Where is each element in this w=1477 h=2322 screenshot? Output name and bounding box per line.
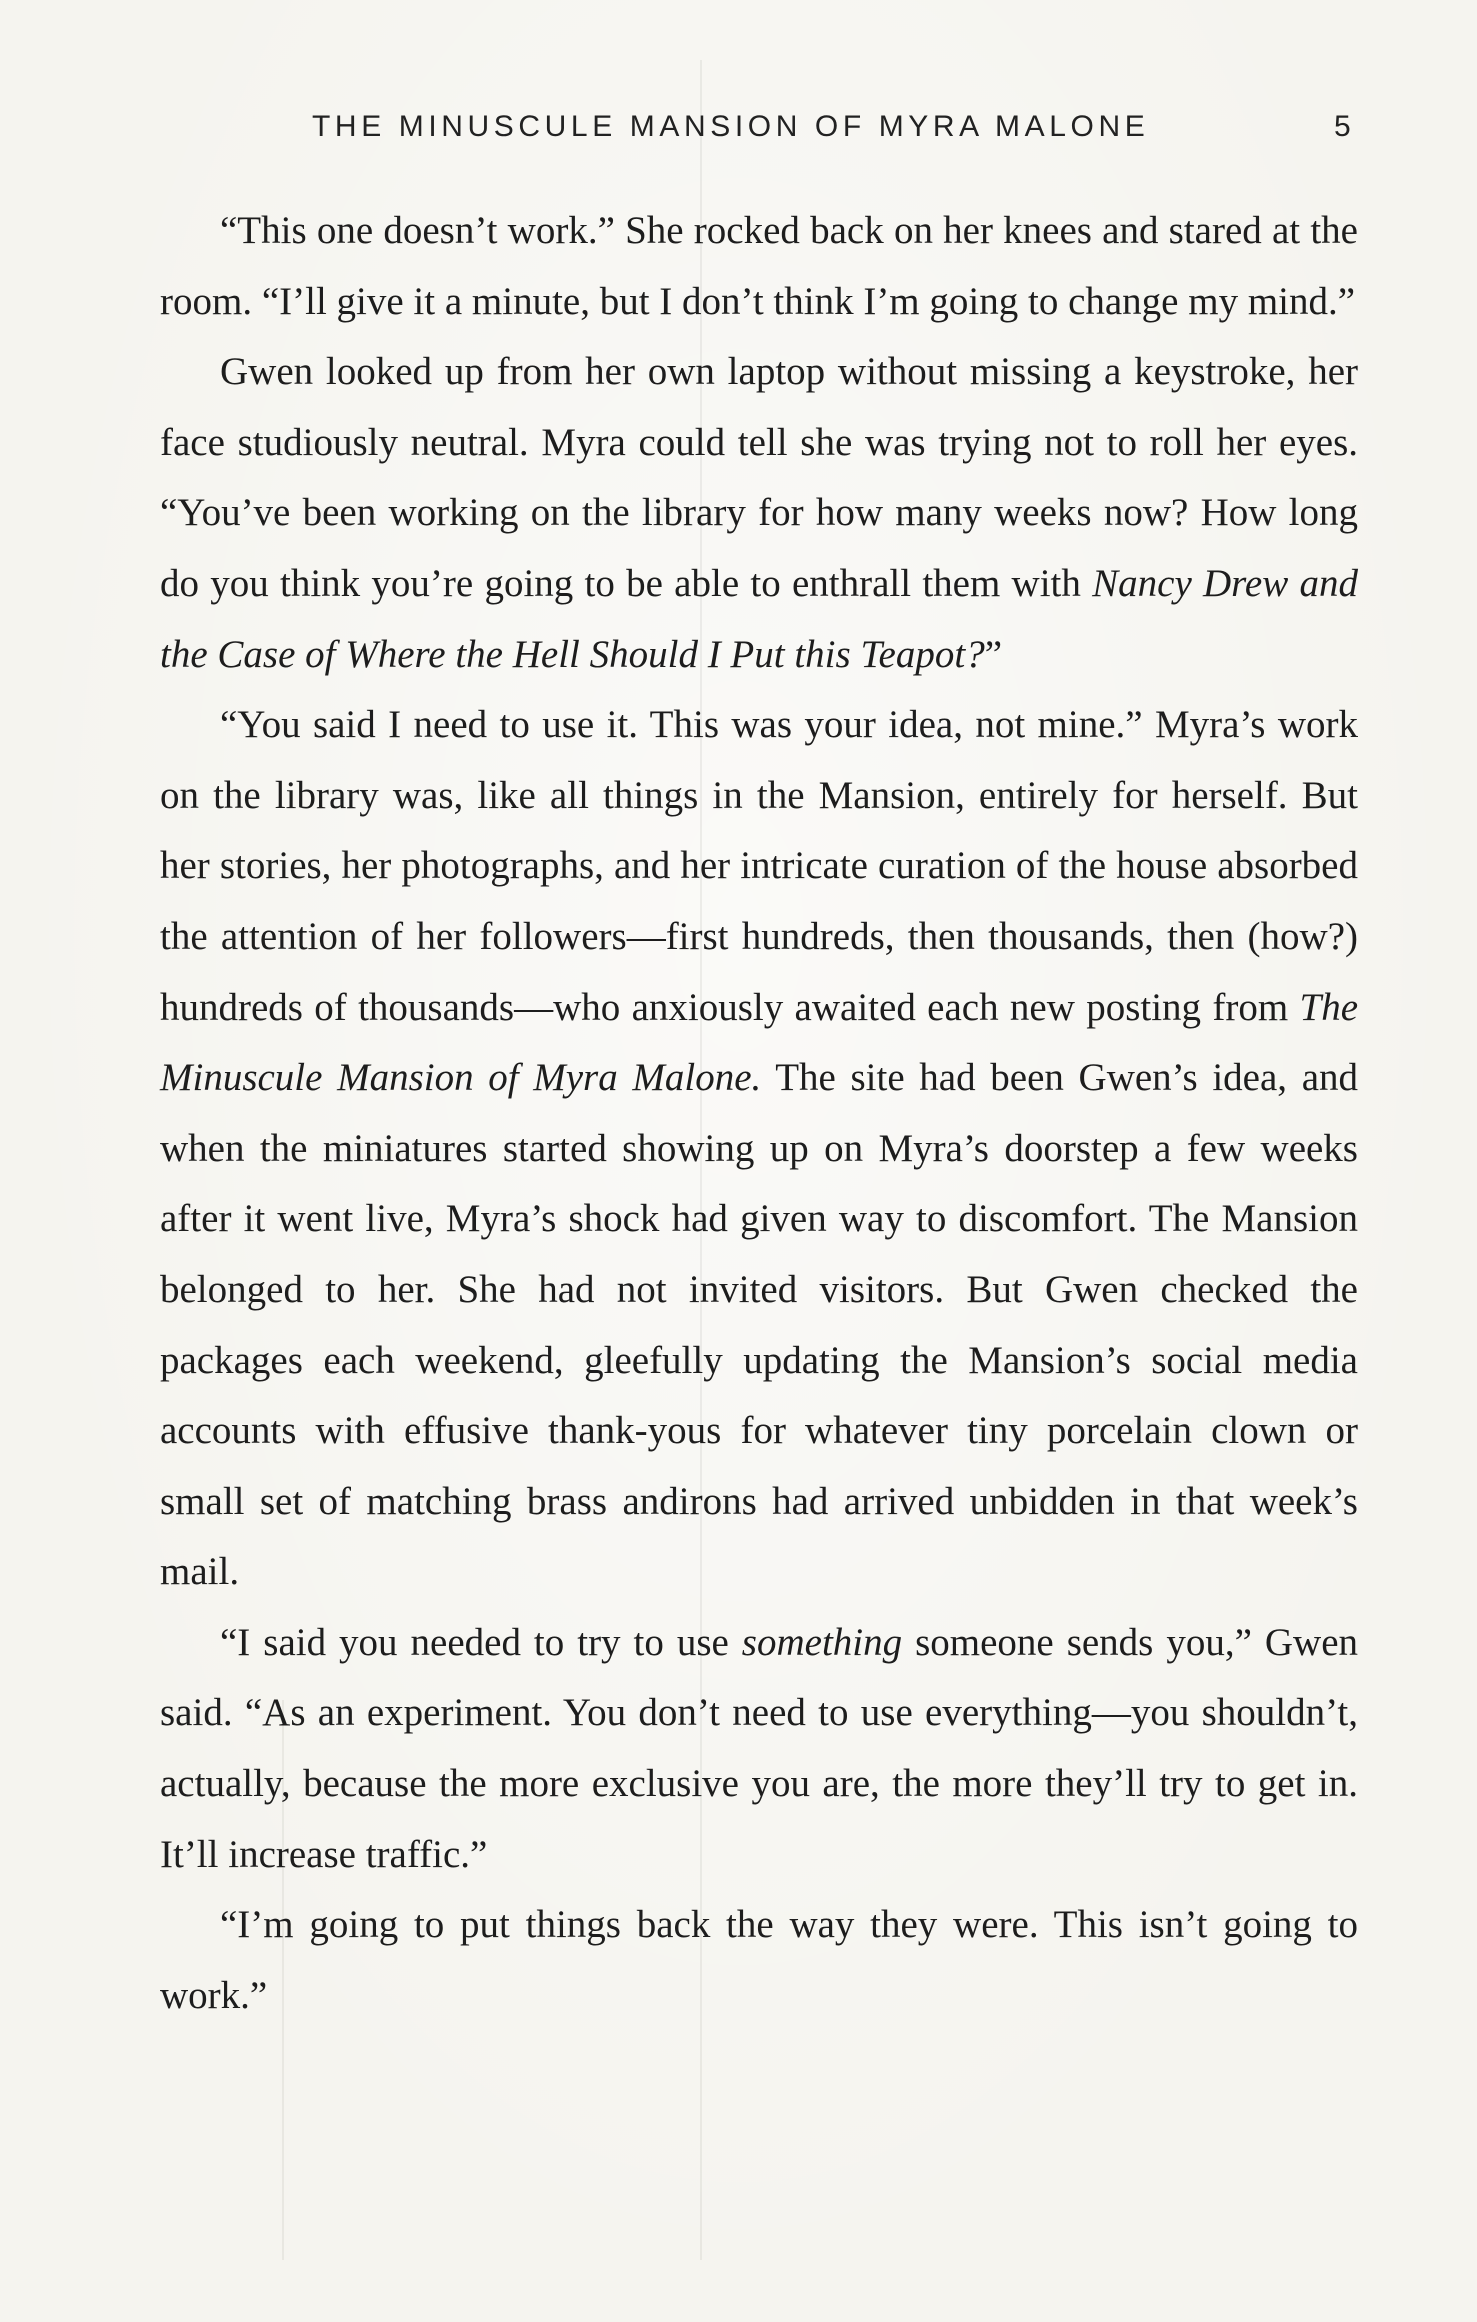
book-title-italic: Nancy Drew and the Case of Where the Hell Should I Put this Teapot? — [160, 561, 1358, 676]
paragraph — [160, 196, 1358, 337]
paragraph — [160, 1608, 1358, 1890]
text-run: The site had been Gwen’s idea, and when the miniatures started showing up on Myra’s doorstep a few weeks after it went live, Myra’s shock had given way to discomfort. The Mansion belonged to her. She had not invited visitors. But Gwen checked the packages each weekend, gleefully updating the Mansion’s social media accounts with effusive thank-yous for whatever tiny porcelain clown or small set of matching brass andirons had arrived unbidden in that week’s mail. — [160, 1056, 1359, 1594]
paragraph — [160, 690, 1358, 1608]
text-run: Gwen looked up from her own laptop without missing a keystroke, her face studiously neutral. Myra could tell she was trying not to roll her eyes. “You’ve been working on the library for how many weeks now? How long do you think you’re going to be able to enthrall them with — [160, 350, 1358, 605]
paragraph — [160, 337, 1358, 690]
text-run: “I’m going to put things back the way they were. This isn’t going to work.” — [160, 1903, 1358, 2017]
page-number: 5 — [1334, 110, 1351, 143]
site-title-italic: The Minuscule Mansion of Myra Malone. — [160, 985, 1358, 1100]
text-run: someone sends you,” Gwen said. “As an experiment. You don’t need to use everything—you shouldn’t, actually, because the more exclusive you are, the more they’ll try to get in. It’ll increase traffic.” — [160, 1620, 1359, 1876]
text-run: “I said you needed to try to use — [220, 1620, 742, 1664]
text-run: “This one doesn’t work.” She rocked back on her knees and stared at the room. “I’ll give it a minute, but I don’t think I’m going to change my mind.” — [160, 209, 1358, 323]
text-run: ” — [984, 632, 1003, 676]
running-head-title: THE MINUSCULE MANSION OF MYRA MALONE — [312, 110, 1150, 143]
emphasis-italic: something — [741, 1620, 903, 1664]
body-text — [160, 196, 1358, 2031]
paragraph — [160, 1890, 1358, 2031]
text-run: “You said I need to use it. This was your idea, not mine.” Myra’s work on the library was, like all things in the Mansion, entirely for herself. But her stories, her photographs, and her intricate curation of the house absorbed the attention of her followers—first hundreds, then thousands, then (how?) hundreds of thousands—who anxiously awaited each new posting from — [160, 703, 1358, 1029]
